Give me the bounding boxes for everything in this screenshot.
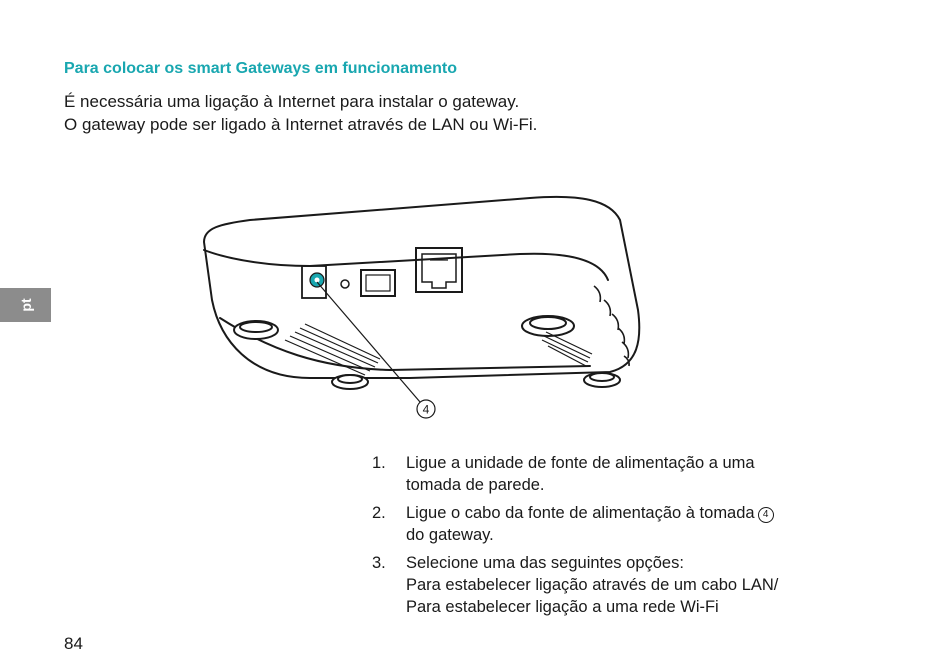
callout-number: 4	[422, 402, 430, 417]
step-text: Ligue o cabo da fonte de alimentação à tomada	[406, 504, 755, 522]
side-ribs	[594, 286, 629, 366]
step-option: Para estabelecer ligação através de um cabo LAN/	[406, 576, 779, 594]
intro-line-1: É necessária uma ligação à Internet para instalar o gateway.	[64, 92, 520, 111]
language-tab	[0, 288, 51, 322]
step-option: Para estabelecer ligação a uma rede Wi-Fi	[406, 598, 719, 616]
step-text: tomada de parede.	[406, 476, 545, 494]
section-heading: Para colocar os smart Gateways em funcionamento	[64, 60, 458, 77]
list-item	[372, 552, 822, 618]
gateway-illustration	[190, 190, 650, 430]
socket-reference: 4	[758, 507, 774, 523]
reset-hole	[341, 280, 349, 288]
step-text: Selecione uma das seguintes opções:	[406, 554, 684, 572]
step-text: Ligue a unidade de fonte de alimentação a uma	[406, 454, 755, 472]
list-item	[372, 502, 822, 546]
list-item	[372, 452, 822, 496]
step-number: 3.	[372, 554, 386, 572]
intro-line-2: O gateway pode ser ligado à Internet através de LAN ou Wi-Fi.	[64, 115, 538, 134]
vent-right	[542, 332, 592, 366]
vent-left	[285, 324, 380, 375]
instruction-list	[372, 452, 822, 624]
intro-text	[64, 90, 537, 136]
device-top-edge	[204, 250, 608, 280]
step-number: 1.	[372, 454, 386, 472]
page-number: 84	[64, 634, 83, 653]
step-number: 2.	[372, 504, 386, 522]
step-text: do gateway.	[406, 526, 494, 544]
language-tab-label: pt	[17, 298, 34, 312]
